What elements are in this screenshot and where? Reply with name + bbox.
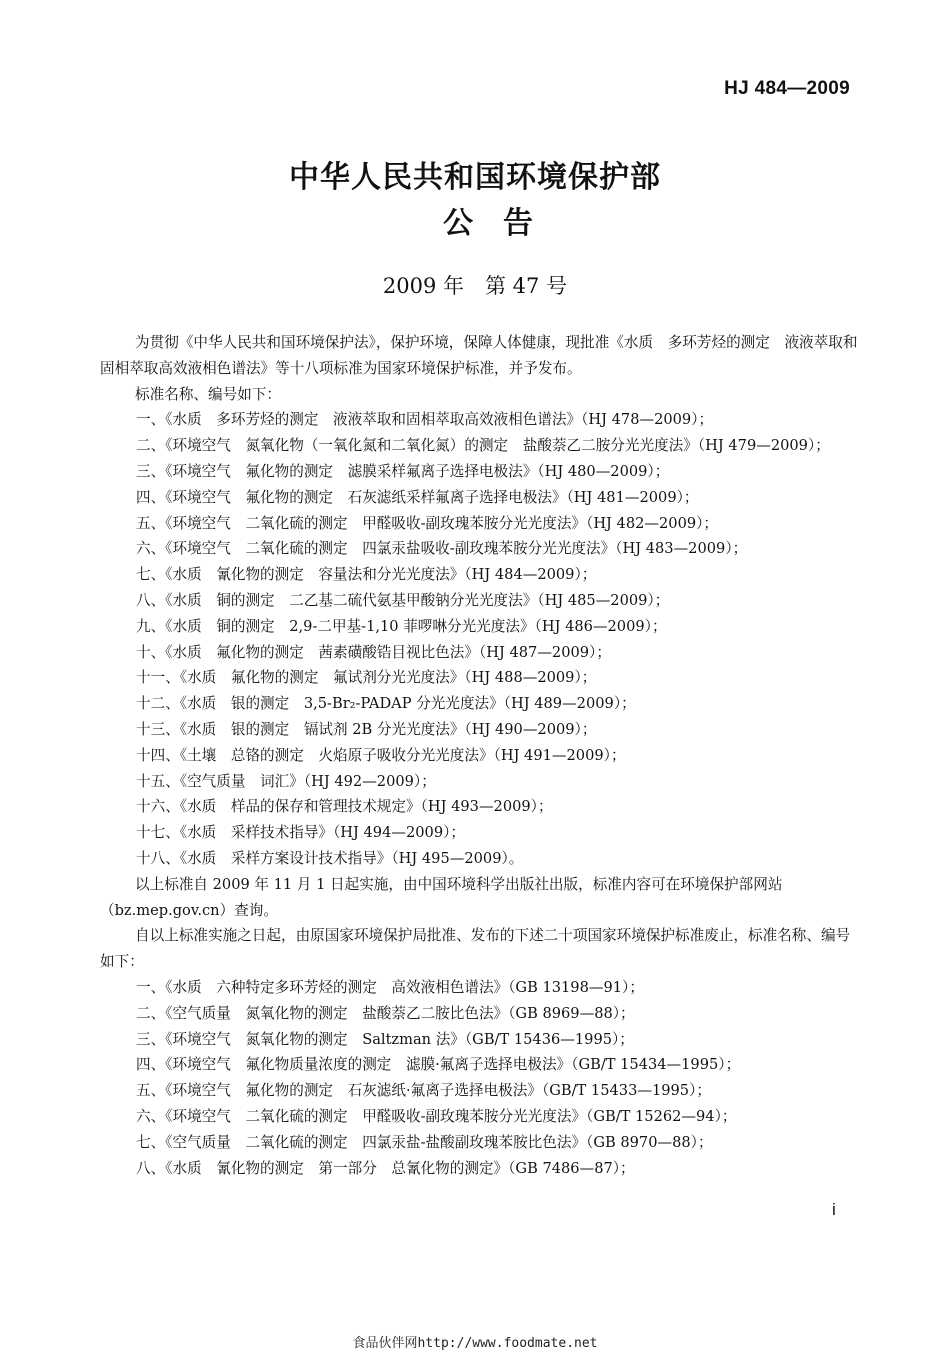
standards-list (100, 407, 860, 871)
list-item: 二、《空气质量 氮氧化物的测定 盐酸萘乙二胺比色法》（GB 8969—88）； (136, 1004, 635, 1022)
issue-number: 2009 年 第 47 号 (382, 274, 568, 298)
list-item: 五、《环境空气 二氧化硫的测定 甲醛吸收-副玫瑰苯胺分光光度法》（HJ 482—2009）； (136, 514, 719, 532)
list-item: 七、《水质 氰化物的测定 容量法和分光光度法》（HJ 484—2009）； (136, 566, 597, 584)
list-item: 十五、《空气质量 词汇》（HJ 492—2009）； (136, 772, 436, 790)
list-item: 八、《水质 氰化物的测定 第一部分 总氰化物的测定》（GB 7486—87）； (136, 1159, 635, 1177)
abolish-intro-paragraph: 自以上标准实施之日起，由原国家环境保护局批准、发布的下述二十项国家环境保护标准废止，标准名称、编号如下： (100, 927, 851, 971)
list-item: 八、《水质 铜的测定 二乙基二硫代氨基甲酸钠分光光度法》（HJ 485—2009）； (136, 591, 670, 609)
list-item: 六、《环境空气 二氧化硫的测定 四氯汞盐吸收-副玫瑰苯胺分光光度法》（HJ 483—2009）； (136, 540, 748, 558)
page-number: i (832, 1200, 836, 1219)
list-item: 十二、《水质 银的测定 3,5-Br₂-PADAP 分光光度法》（HJ 489—2009）； (136, 695, 636, 713)
list-item: 十三、《水质 银的测定 镉试剂 2B 分光光度法》（HJ 490—2009）； (136, 720, 597, 738)
list-item: 十四、《土壤 总铬的测定 火焰原子吸收分光光度法》（HJ 491—2009）； (136, 746, 626, 764)
list-item: 三、《环境空气 氟化物的测定 滤膜采样氟离子选择电极法》（HJ 480—2009）； (136, 462, 670, 480)
intro-paragraph: 为贯彻《中华人民共和国环境保护法》，保护环境，保障人体健康，现批准《水质 多环芳烃的测定 液液萃取和固相萃取高效液相色谱法》等十八项标准为国家环境保护标准，并予发布。 (100, 334, 858, 377)
document-body (100, 330, 860, 1181)
list-item: 十八、《水质 采样方案设计技术指导》（HJ 495—2009）。 (136, 849, 524, 867)
list-item: 十七、《水质 采样技术指导》（HJ 494—2009）； (136, 824, 465, 842)
list-item: 三、《环境空气 氮氧化物的测定 Saltzman 法》（GB/T 15436—1995）； (136, 1030, 634, 1048)
list-item: 四、《环境空气 氟化物质量浓度的测定 滤膜·氟离子选择电极法》（GB/T 15434—1995）； (136, 1056, 741, 1074)
list-item: 二、《环境空气 氮氧化物（一氧化氮和二氧化氮）的测定 盐酸萘乙二胺分光光度法》（HJ 479—2009）； (136, 437, 830, 455)
list-intro: 标准名称、编号如下： (135, 385, 281, 403)
list-item: 十一、《水质 氟化物的测定 氟试剂分光光度法》（HJ 488—2009）； (136, 669, 597, 687)
list-item: 十、《水质 氟化物的测定 茜素磺酸锆目视比色法》（HJ 487—2009）； (136, 643, 611, 661)
list-item: 六、《环境空气 二氧化硫的测定 甲醛吸收-副玫瑰苯胺分光光度法》（GB/T 15262—94）； (136, 1107, 737, 1125)
list-item: 十六、《水质 样品的保存和管理技术规定》（HJ 493—2009）； (136, 798, 553, 816)
effective-date-paragraph: 以上标准自 2009 年 11 月 1 日起实施，由中国环境科学出版社出版，标准内容可在环境保护部网站（bz.mep.gov.cn）查询。 (100, 875, 783, 919)
list-item: 七、《空气质量 二氧化硫的测定 四氯汞盐-盐酸副玫瑰苯胺比色法》（GB 8970—88）； (136, 1133, 713, 1151)
list-item: 五、《环境空气 氟化物的测定 石灰滤纸·氟离子选择电极法》（GB/T 15433—1995）； (136, 1082, 711, 1100)
abolished-list (100, 975, 860, 1181)
list-item: 一、《水质 多环芳烃的测定 液液萃取和固相萃取高效液相色谱法》（HJ 478—2009）； (136, 411, 714, 429)
standard-code: HJ 484—2009 (724, 78, 850, 99)
list-item: 一、《水质 六种特定多环芳烃的测定 高效液相色谱法》（GB 13198—91）； (136, 978, 644, 996)
list-item: 四、《环境空气 氟化物的测定 石灰滤纸采样氟离子选择电极法》（HJ 481—2009）； (136, 488, 699, 506)
announcement-title: 公告 (443, 206, 563, 241)
list-item: 九、《水质 铜的测定 2,9-二甲基-1,10 菲啰啉分光光度法》（HJ 486—2009）； (136, 617, 667, 635)
issuing-org-title: 中华人民共和国环境保护部 (289, 160, 661, 195)
footer-watermark: 食品伙伴网http://www.foodmate.net (352, 1336, 598, 1351)
